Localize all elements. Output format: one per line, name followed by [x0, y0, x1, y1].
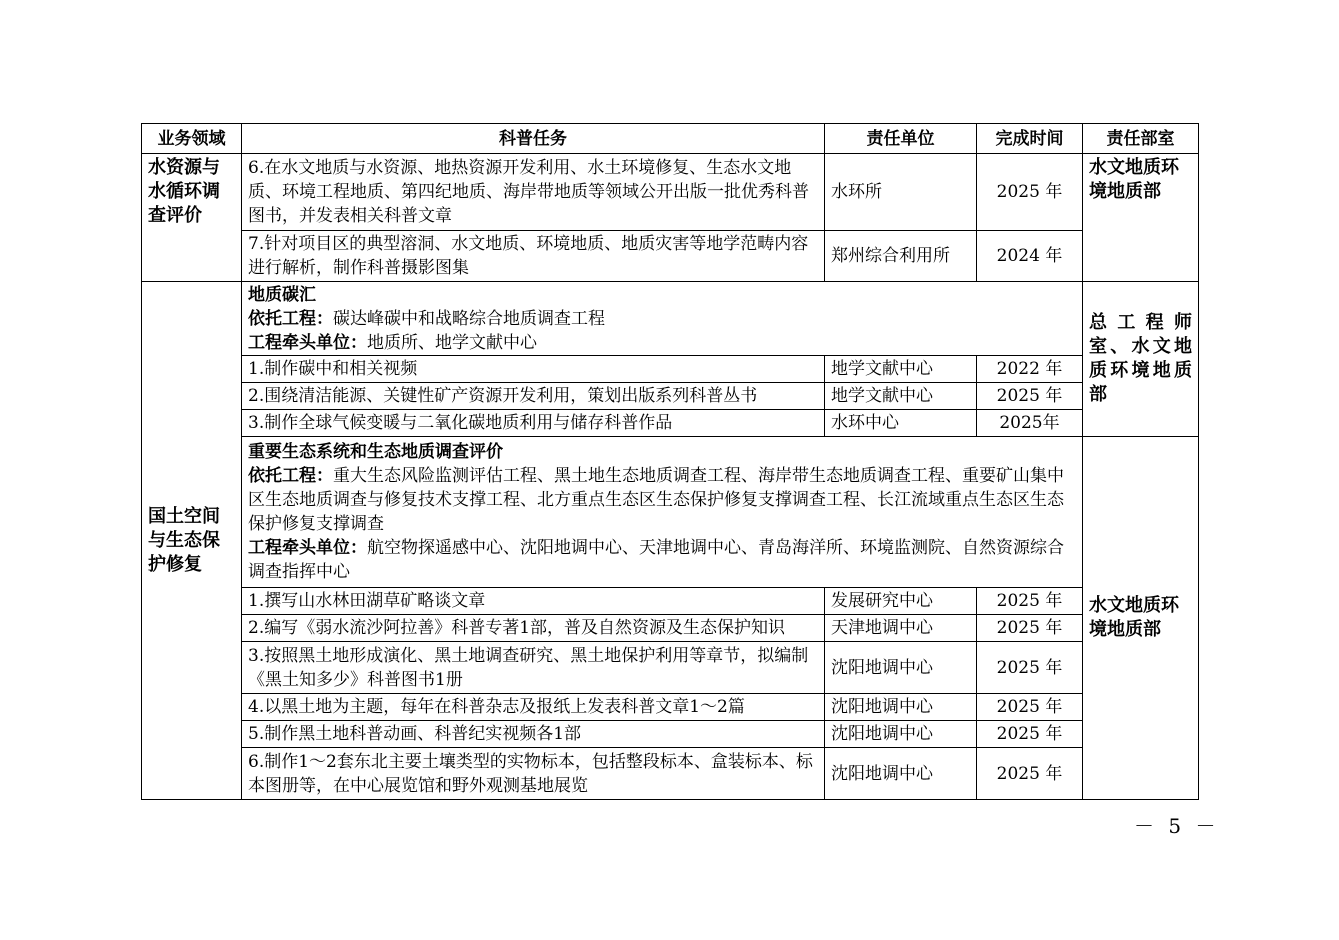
unit-cell: 发展研究中心: [825, 588, 977, 615]
task-cell: 7.针对项目区的典型溶洞、水文地质、环境地质、地质灾害等地学范畴内容进行解析，制作科普摄影图集: [242, 231, 825, 282]
table-row: [142, 615, 1199, 642]
task-cell: 3.按照黑土地形成演化、黑土地调查研究、黑土地保护利用等章节，拟编制《黑土知多少》科普图书1册: [242, 642, 825, 694]
carbon-title: 地质碳汇: [248, 284, 316, 305]
area-water: 水资源与水循环调查评价: [142, 154, 242, 282]
eco-intro: [242, 437, 1083, 588]
unit-cell: 沈阳地调中心: [825, 694, 977, 721]
dept-eco: 水文地质环境地质部: [1083, 437, 1199, 800]
carbon-lead: 工程牵头单位：地质所、地学文献中心: [248, 332, 537, 353]
task-cell: 4.以黑土地为主题，每年在科普杂志及报纸上发表科普文章1～2篇: [242, 694, 825, 721]
unit-cell: 地学文献中心: [825, 383, 977, 410]
time-cell: 2025 年: [977, 588, 1083, 615]
unit-cell: 天津地调中心: [825, 615, 977, 642]
task-cell: 6.在水文地质与水资源、地热资源开发利用、水土环境修复、生态水文地质、环境工程地质、第四纪地质、海岸带地质等领域公开出版一批优秀科普图书，并发表相关科普文章: [242, 154, 825, 231]
eco-lead: 工程牵头单位：航空物探遥感中心、沈阳地调中心、天津地调中心、青岛海洋所、环境监测院、自然资源综合调查指挥中心: [248, 538, 1064, 582]
time-cell: 2025 年: [977, 615, 1083, 642]
dept-water: 水文地质环境地质部: [1083, 154, 1199, 282]
dept-carbon: 总工程师室、水文地质环境地质部: [1083, 282, 1199, 437]
header-task: 科普任务: [242, 124, 825, 154]
unit-cell: 沈阳地调中心: [825, 748, 977, 800]
carbon-intro: [242, 282, 1083, 356]
task-table: [141, 123, 1199, 800]
eco-title: 重要生态系统和生态地质调查评价: [248, 442, 503, 462]
task-cell: 5.制作黑土地科普动画、科普纪实视频各1部: [242, 721, 825, 748]
page-number: － 5 －: [1134, 814, 1220, 838]
task-cell: 1.制作碳中和相关视频: [242, 356, 825, 383]
time-cell: 2025 年: [977, 748, 1083, 800]
header-unit: 责任单位: [825, 124, 977, 154]
carbon-intro-row: [142, 282, 1199, 356]
table-row: [142, 231, 1199, 282]
unit-cell: 郑州综合利用所: [825, 231, 977, 282]
task-cell: 2.围绕清洁能源、关键性矿产资源开发利用，策划出版系列科普丛书: [242, 383, 825, 410]
time-cell: 2025 年: [977, 721, 1083, 748]
table-row: [142, 383, 1199, 410]
time-cell: 2025 年: [977, 383, 1083, 410]
task-cell: 6.制作1～2套东北主要土壤类型的实物标本，包括整段标本、盒装标本、标本图册等，在中心展览馆和野外观测基地展览: [242, 748, 825, 800]
table-row: [142, 642, 1199, 694]
header-dept: 责任部室: [1083, 124, 1199, 154]
header-time: 完成时间: [977, 124, 1083, 154]
unit-cell: 地学文献中心: [825, 356, 977, 383]
table-row: [142, 410, 1199, 437]
task-cell: 3.制作全球气候变暖与二氧化碳地质利用与储存科普作品: [242, 410, 825, 437]
time-cell: 2025 年: [977, 154, 1083, 231]
time-cell: 2025 年: [977, 642, 1083, 694]
time-cell: 2025 年: [977, 694, 1083, 721]
eco-project: 依托工程：重大生态风险监测评估工程、黑土地生态地质调查工程、海岸带生态地质调查工程、重要矿山集中区生态地质调查与修复技术支撑工程、北方重点生态区生态保护修复支撑调查工程、长江流域重点生态区生态保护修复支撑调查: [248, 466, 1064, 534]
time-cell: 2025年: [977, 410, 1083, 437]
table-row: [142, 154, 1199, 231]
header-row: [142, 124, 1199, 154]
table-row: [142, 748, 1199, 800]
time-cell: 2024 年: [977, 231, 1083, 282]
area-land: 国土空间与生态保护修复: [142, 282, 242, 800]
task-cell: 2.编写《弱水流沙阿拉善》科普专著1部，普及自然资源及生态保护知识: [242, 615, 825, 642]
task-cell: 1.撰写山水林田湖草矿略谈文章: [242, 588, 825, 615]
eco-intro-row: [142, 437, 1199, 588]
table-row: [142, 356, 1199, 383]
table-row: [142, 721, 1199, 748]
unit-cell: 水环所: [825, 154, 977, 231]
table-row: [142, 588, 1199, 615]
time-cell: 2022 年: [977, 356, 1083, 383]
header-area: 业务领域: [142, 124, 242, 154]
unit-cell: 沈阳地调中心: [825, 721, 977, 748]
carbon-project: 依托工程：碳达峰碳中和战略综合地质调查工程: [248, 308, 605, 329]
table-row: [142, 694, 1199, 721]
unit-cell: 水环中心: [825, 410, 977, 437]
unit-cell: 沈阳地调中心: [825, 642, 977, 694]
